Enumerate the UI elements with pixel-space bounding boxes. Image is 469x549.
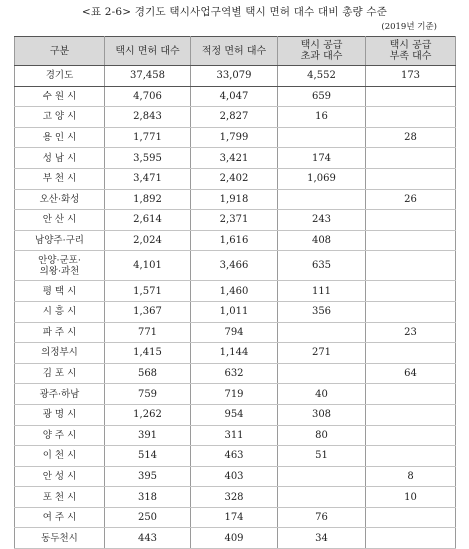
cell-shortage: 23	[366, 322, 456, 343]
header-proper: 적정 면허 대수	[191, 37, 278, 66]
cell-region: 김 포 시	[15, 363, 105, 384]
cell-excess: 408	[278, 230, 366, 251]
cell-licensed: 3,471	[105, 168, 191, 189]
table-row	[15, 343, 456, 364]
cell-proper: 1,616	[191, 230, 278, 251]
cell-proper: 174	[191, 507, 278, 528]
cell-proper: 3,466	[191, 251, 278, 281]
cell-shortage	[366, 281, 456, 302]
cell-licensed: 1,571	[105, 281, 191, 302]
cell-shortage	[366, 446, 456, 467]
cell-proper: 403	[191, 466, 278, 487]
cell-shortage	[366, 86, 456, 107]
table-row	[15, 281, 456, 302]
cell-licensed: 2,024	[105, 230, 191, 251]
cell-region: 고 양 시	[15, 107, 105, 128]
cell-shortage	[366, 148, 456, 169]
cell-licensed: 250	[105, 507, 191, 528]
cell-shortage: 8	[366, 466, 456, 487]
table-row	[15, 322, 456, 343]
table-row	[15, 168, 456, 189]
cell-licensed: 514	[105, 446, 191, 467]
cell-shortage	[366, 230, 456, 251]
cell-region: 이 천 시	[15, 446, 105, 467]
cell-proper: 632	[191, 363, 278, 384]
cell-proper: 1,918	[191, 189, 278, 210]
cell-licensed: 395	[105, 466, 191, 487]
cell-excess: 80	[278, 425, 366, 446]
cell-region: 용 인 시	[15, 127, 105, 148]
table-body	[15, 66, 456, 549]
cell-region: 여 주 시	[15, 507, 105, 528]
cell-licensed: 391	[105, 425, 191, 446]
table-row	[15, 127, 456, 148]
cell-licensed: 1,262	[105, 404, 191, 425]
cell-region: 파 주 시	[15, 322, 105, 343]
cell-excess: 34	[278, 528, 366, 549]
cell-proper: 3,421	[191, 148, 278, 169]
cell-licensed: 759	[105, 384, 191, 405]
cell-region: 안 성 시	[15, 466, 105, 487]
cell-licensed: 318	[105, 487, 191, 508]
cell-region: 수 원 시	[15, 86, 105, 107]
cell-excess	[278, 487, 366, 508]
cell-shortage	[366, 507, 456, 528]
cell-excess: 659	[278, 86, 366, 107]
cell-excess: 174	[278, 148, 366, 169]
cell-licensed: 1,771	[105, 127, 191, 148]
table-row	[15, 251, 456, 281]
cell-region: 포 천 시	[15, 487, 105, 508]
cell-shortage: 10	[366, 487, 456, 508]
cell-licensed: 4,101	[105, 251, 191, 281]
cell-proper: 328	[191, 487, 278, 508]
table-row	[15, 189, 456, 210]
cell-licensed: 2,614	[105, 210, 191, 231]
cell-region: 광주·하남	[15, 384, 105, 405]
cell-shortage: 64	[366, 363, 456, 384]
table-row	[15, 301, 456, 322]
cell-proper: 463	[191, 446, 278, 467]
table-row	[15, 487, 456, 508]
cell-shortage	[366, 251, 456, 281]
table-row	[15, 86, 456, 107]
cell-proper: 2,402	[191, 168, 278, 189]
reference-year-note: (2019년 기준)	[381, 22, 437, 32]
cell-excess: 4,552	[278, 66, 366, 87]
cell-shortage	[366, 301, 456, 322]
cell-proper: 954	[191, 404, 278, 425]
table-row	[15, 404, 456, 425]
cell-excess: 271	[278, 343, 366, 364]
cell-proper: 1,460	[191, 281, 278, 302]
cell-excess: 356	[278, 301, 366, 322]
cell-excess	[278, 127, 366, 148]
cell-region: 평 택 시	[15, 281, 105, 302]
cell-region: 안양·군포· 의왕·과천	[15, 251, 105, 281]
cell-shortage	[366, 528, 456, 549]
cell-region: 경기도	[15, 66, 105, 87]
cell-licensed: 3,595	[105, 148, 191, 169]
cell-excess: 16	[278, 107, 366, 128]
cell-licensed: 2,843	[105, 107, 191, 128]
cell-proper: 2,827	[191, 107, 278, 128]
cell-shortage	[366, 107, 456, 128]
header-excess: 택시 공급 초과 대수	[278, 37, 366, 66]
cell-region: 의정부시	[15, 343, 105, 364]
table-caption: <표 2-6> 경기도 택시사업구역별 택시 면허 대수 대비 총량 수준	[81, 6, 388, 18]
cell-excess	[278, 363, 366, 384]
cell-proper: 1,799	[191, 127, 278, 148]
cell-licensed: 1,367	[105, 301, 191, 322]
cell-shortage	[366, 384, 456, 405]
cell-proper: 719	[191, 384, 278, 405]
cell-excess: 51	[278, 446, 366, 467]
cell-proper: 409	[191, 528, 278, 549]
cell-shortage	[366, 210, 456, 231]
table-row	[15, 210, 456, 231]
cell-licensed: 1,415	[105, 343, 191, 364]
cell-licensed: 4,706	[105, 86, 191, 107]
table-row	[15, 466, 456, 487]
cell-shortage: 28	[366, 127, 456, 148]
table-row	[15, 528, 456, 549]
cell-region: 안 산 시	[15, 210, 105, 231]
cell-proper: 794	[191, 322, 278, 343]
cell-region: 오산·화성	[15, 189, 105, 210]
table-row	[15, 148, 456, 169]
cell-excess: 40	[278, 384, 366, 405]
cell-licensed: 568	[105, 363, 191, 384]
cell-proper: 33,079	[191, 66, 278, 87]
cell-licensed: 37,458	[105, 66, 191, 87]
cell-excess: 1,069	[278, 168, 366, 189]
cell-shortage: 173	[366, 66, 456, 87]
table-row	[15, 107, 456, 128]
cell-excess: 635	[278, 251, 366, 281]
cell-licensed: 443	[105, 528, 191, 549]
header-row	[15, 37, 456, 66]
cell-excess: 243	[278, 210, 366, 231]
table-row	[15, 384, 456, 405]
table-row	[15, 425, 456, 446]
cell-region: 동두천시	[15, 528, 105, 549]
table-row	[15, 507, 456, 528]
cell-proper: 311	[191, 425, 278, 446]
cell-region: 광 명 시	[15, 404, 105, 425]
header-region: 구분	[15, 37, 105, 66]
cell-region: 성 남 시	[15, 148, 105, 169]
taxi-supply-table	[14, 36, 456, 549]
cell-shortage: 26	[366, 189, 456, 210]
cell-proper: 1,011	[191, 301, 278, 322]
table-row	[15, 230, 456, 251]
cell-shortage	[366, 343, 456, 364]
cell-excess	[278, 466, 366, 487]
cell-licensed: 771	[105, 322, 191, 343]
table-row	[15, 66, 456, 87]
table-row	[15, 363, 456, 384]
cell-excess	[278, 322, 366, 343]
cell-excess: 111	[278, 281, 366, 302]
cell-region: 부 천 시	[15, 168, 105, 189]
cell-excess: 76	[278, 507, 366, 528]
table-row	[15, 446, 456, 467]
cell-proper: 2,371	[191, 210, 278, 231]
cell-region: 남양주·구리	[15, 230, 105, 251]
header-licensed: 택시 면허 대수	[105, 37, 191, 66]
header-shortage: 택시 공급 부족 대수	[366, 37, 456, 66]
cell-region: 시 흥 시	[15, 301, 105, 322]
cell-excess	[278, 189, 366, 210]
cell-shortage	[366, 168, 456, 189]
cell-proper: 4,047	[191, 86, 278, 107]
cell-shortage	[366, 425, 456, 446]
cell-licensed: 1,892	[105, 189, 191, 210]
cell-region: 양 주 시	[15, 425, 105, 446]
cell-excess: 308	[278, 404, 366, 425]
cell-proper: 1,144	[191, 343, 278, 364]
cell-shortage	[366, 404, 456, 425]
